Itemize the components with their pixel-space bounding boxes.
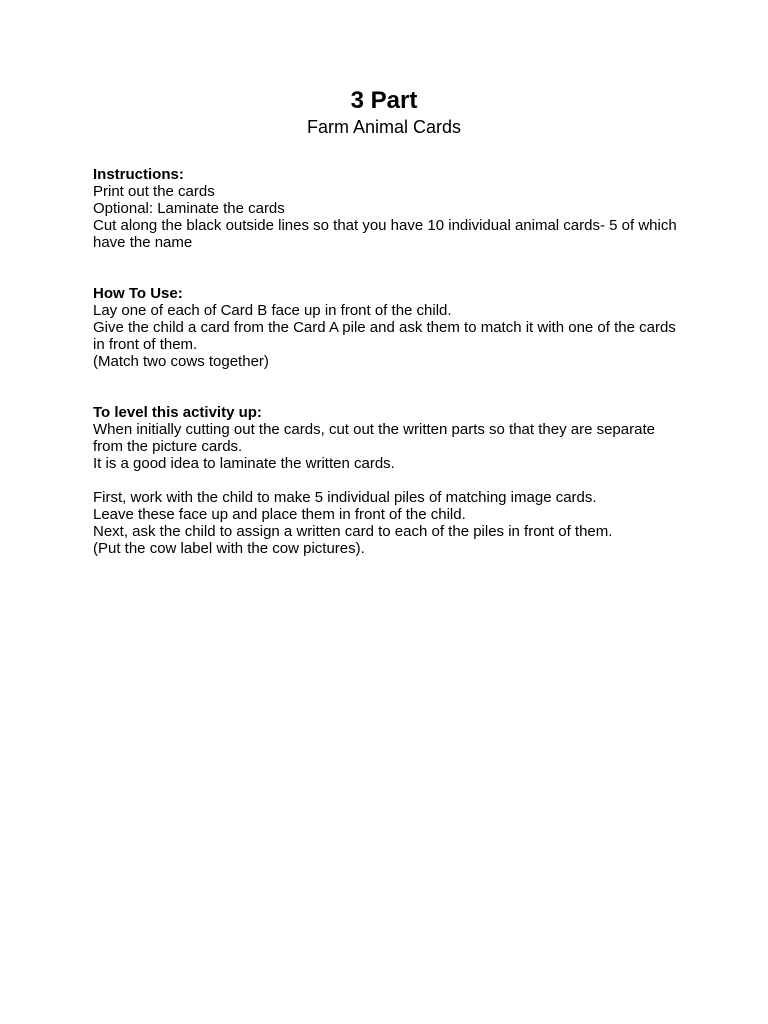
how-to-use-section xyxy=(93,285,683,370)
level-up-line: Leave these face up and place them in front of the child. xyxy=(93,506,466,523)
spacer xyxy=(93,251,683,285)
instructions-heading: Instructions: xyxy=(93,166,184,183)
document-body xyxy=(93,166,683,557)
level-up-line: Next, ask the child to assign a written card to each of the piles in front of them. xyxy=(93,523,613,540)
instructions-line: Print out the cards xyxy=(93,183,215,200)
instructions-line: Cut along the black outside lines so that you have 10 individual animal cards- 5 of which have the name xyxy=(93,217,677,251)
how-to-use-heading: How To Use: xyxy=(93,285,183,302)
level-up-section xyxy=(93,404,683,557)
how-to-use-line: (Match two cows together) xyxy=(93,353,269,370)
page-title: 3 Part xyxy=(350,87,418,114)
level-up-line: First, work with the child to make 5 individual piles of matching image cards. xyxy=(93,489,597,506)
level-up-line: (Put the cow label with the cow pictures). xyxy=(93,540,365,557)
level-up-line: It is a good idea to laminate the written cards. xyxy=(93,455,395,472)
how-to-use-line: Give the child a card from the Card A pile and ask them to match it with one of the cards in front of them. xyxy=(93,319,676,353)
page-subtitle: Farm Animal Cards xyxy=(306,117,462,137)
instructions-section xyxy=(93,166,683,251)
level-up-heading: To level this activity up: xyxy=(93,404,262,421)
level-up-line: When initially cutting out the cards, cut out the written parts so that they are separate from the picture cards. xyxy=(93,421,655,455)
instructions-line: Optional: Laminate the cards xyxy=(93,200,285,217)
spacer xyxy=(93,472,683,489)
how-to-use-line: Lay one of each of Card B face up in front of the child. xyxy=(93,302,452,319)
spacer xyxy=(93,370,683,404)
